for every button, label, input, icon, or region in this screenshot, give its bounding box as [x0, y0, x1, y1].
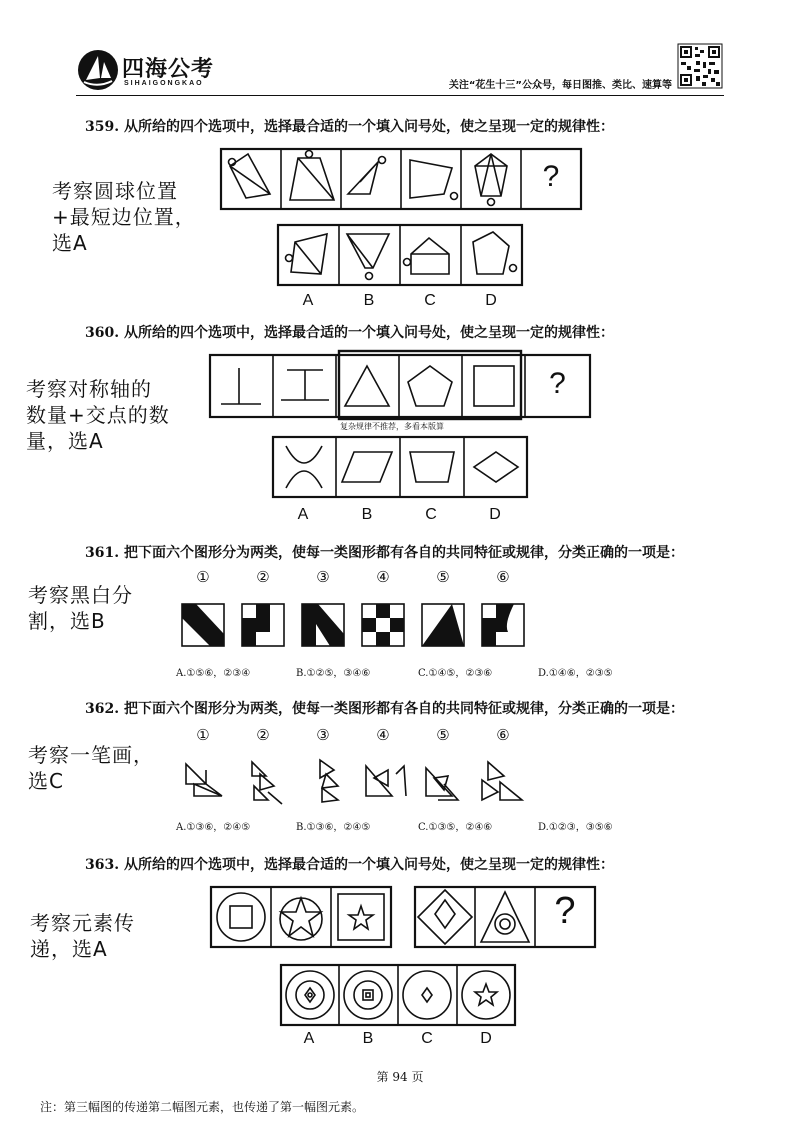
q363-option-c: C [421, 1030, 433, 1047]
logo-pinyin: SIHAIGONGKAO [124, 80, 204, 87]
question-362-text: 362. 把下面六个图形分为两类，使每一类图形都有各自的共同特征或规律，分类正确的一项是： [85, 701, 684, 717]
q363-options-row [280, 964, 516, 1026]
q359-option-a: A [302, 292, 314, 309]
q360-options-row [272, 436, 528, 498]
q360-option-c: C [425, 506, 437, 523]
q361-figures [180, 602, 526, 648]
q361-choice-c: C.①④⑤，②③⑥ [418, 668, 493, 679]
q359-question-mark: ? [542, 160, 560, 193]
logo-icon [76, 48, 120, 92]
handwritten-note-361: 考察黑白分 割，选B [28, 583, 133, 633]
question-363-text: 363. 从所给的四个选项中，选择最合适的一个填入问号处，使之呈现一定的规律性： [85, 857, 614, 873]
q359-option-b: B [363, 292, 375, 309]
q362-number-1: ① [196, 726, 210, 744]
q362-number-2: ② [256, 726, 270, 744]
logo-text: 四海公考 [122, 57, 215, 82]
q359-options-row [277, 224, 523, 286]
q360-question-mark: ? [549, 367, 566, 400]
q363-option-b: B [362, 1030, 374, 1047]
q361-choice-a: A.①⑤⑥，②③④ [176, 668, 251, 679]
q362-figures [182, 756, 532, 806]
q362-number-4: ④ [376, 726, 390, 744]
q361-choice-d: D.①④⑥，②③⑤ [538, 668, 613, 679]
q362-choice-d: D.①②③，③⑤⑥ [538, 822, 613, 833]
q363-figure-row-left [210, 886, 392, 948]
q362-choice-a: A.①③⑥，②④⑤ [176, 822, 251, 833]
q361-number-5: ⑤ [436, 568, 450, 586]
q360-option-b: B [361, 506, 373, 523]
q361-number-2: ② [256, 568, 270, 586]
q362-choice-c: C.①③⑤，②④⑥ [418, 822, 493, 833]
question-360-text: 360. 从所给的四个选项中，选择最合适的一个填入问号处，使之呈现一定的规律性： [85, 325, 614, 341]
page-number: 第 94 页 [376, 1070, 424, 1084]
q362-number-6: ⑥ [496, 726, 510, 744]
handwritten-note-363: 考察元素传 递，选A [30, 911, 135, 961]
header-tagline: 关注“花生十三”公众号，每日图推、类比、速算等 [448, 80, 672, 91]
header [0, 0, 800, 100]
handwritten-note-362: 考察一笔画， 选C [28, 743, 154, 793]
q363-question-mark: ? [554, 890, 576, 932]
handwritten-note-360: 考察对称轴的 数量+交点的数 量，选A [26, 377, 170, 453]
q360-option-d: D [489, 506, 501, 523]
q361-number-3: ③ [316, 568, 330, 586]
q360-small-note: 复杂规律不推荐，多看本版算 [340, 422, 444, 431]
q359-option-d: D [485, 292, 497, 309]
q362-choice-b: B.①③⑥，②④⑤ [296, 822, 371, 833]
q361-number-1: ① [196, 568, 210, 586]
q361-choice-b: B.①②⑤，③④⑥ [296, 668, 371, 679]
q363-option-a: A [303, 1030, 315, 1047]
q363-option-d: D [480, 1030, 492, 1047]
q361-number-4: ④ [376, 568, 390, 586]
q360-option-a: A [297, 506, 309, 523]
handwritten-note-359: 考察圆球位置 +最短边位置， 选A [52, 179, 196, 255]
q361-number-6: ⑥ [496, 568, 510, 586]
q362-number-3: ③ [316, 726, 330, 744]
header-divider [76, 95, 724, 96]
question-359-text: 359. 从所给的四个选项中，选择最合适的一个填入问号处，使之呈现一定的规律性： [85, 119, 614, 135]
q359-option-c: C [424, 292, 436, 309]
question-361-text: 361. 把下面六个图形分为两类，使每一类图形都有各自的共同特征或规律，分类正确的一项是： [85, 545, 684, 561]
qr-code-icon [678, 44, 722, 88]
footer-note: 注：第三幅图的传递第二幅图元素，也传递了第一幅图元素。 [40, 1100, 365, 1114]
q362-number-5: ⑤ [436, 726, 450, 744]
